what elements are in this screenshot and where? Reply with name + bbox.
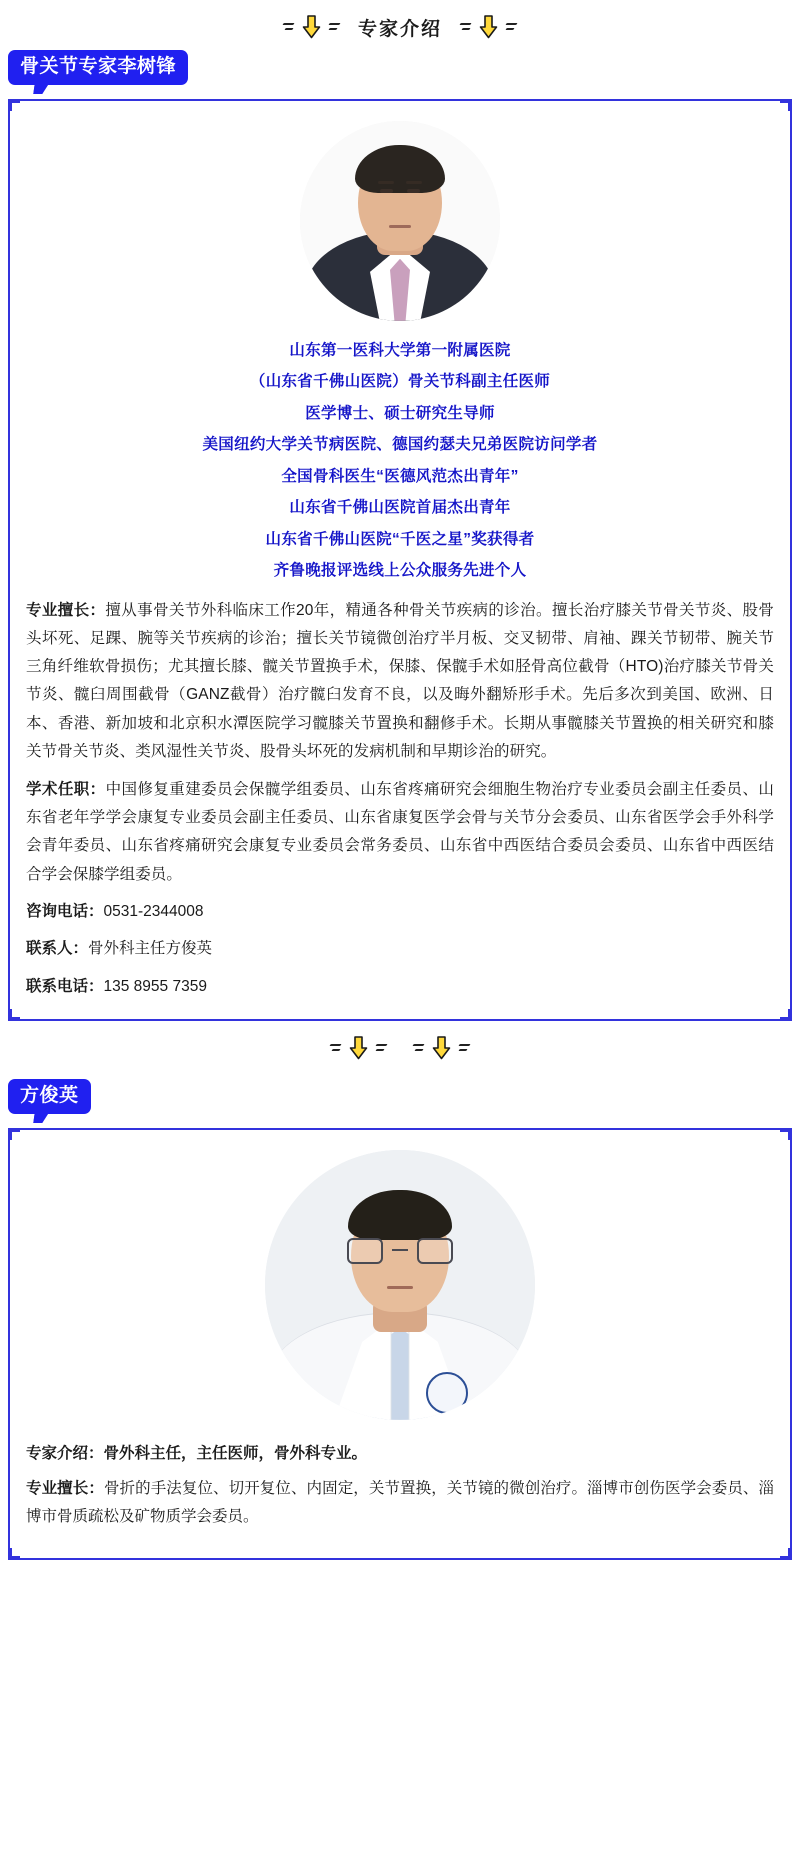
doctor-2-portrait-wrap bbox=[26, 1144, 774, 1434]
doctor-2-name-tag: 方俊英 bbox=[8, 1079, 91, 1114]
contact-label: 咨询电话： bbox=[26, 902, 104, 920]
corner-mark-top-right bbox=[780, 99, 792, 111]
portrait-eyebrow-right bbox=[406, 181, 422, 184]
doctor-1-tag-wrap bbox=[0, 46, 800, 85]
contact-value: 骨外科主任方俊英 bbox=[88, 940, 213, 958]
corner-mark-bottom-left bbox=[8, 1009, 20, 1021]
doctor-1-credential: （山东省千佛山医院）骨关节科副主任医师 bbox=[249, 373, 551, 391]
corner-mark-bottom-right bbox=[780, 1548, 792, 1560]
portrait-glasses-right-lens bbox=[417, 1238, 453, 1264]
contact-label: 联系电话： bbox=[26, 977, 104, 995]
contact-value[interactable]: 135 8955 7359 bbox=[103, 977, 207, 995]
corner-mark-top-left bbox=[8, 99, 20, 111]
speed-lines-icon bbox=[456, 1040, 472, 1056]
portrait-glasses-left-lens bbox=[347, 1238, 383, 1264]
speed-lines-icon bbox=[458, 19, 474, 35]
hospital-badge-icon bbox=[426, 1372, 468, 1414]
doctor-2-intro-paragraph bbox=[26, 1440, 774, 1469]
speed-lines-icon bbox=[411, 1040, 427, 1056]
portrait-eyebrow-left bbox=[378, 181, 394, 184]
doctor-1-card bbox=[8, 99, 792, 1021]
specialty-label: 专业擅长： bbox=[26, 601, 106, 619]
academic-label: 学术任职： bbox=[26, 780, 106, 798]
section-divider bbox=[0, 1021, 800, 1075]
doctor-2-tag-wrap bbox=[0, 1075, 800, 1114]
speed-lines-icon bbox=[326, 19, 342, 35]
doctor-1-credential: 山东第一医科大学第一附属医院 bbox=[289, 341, 511, 359]
portrait-mouth bbox=[387, 1286, 413, 1289]
speed-lines-icon bbox=[281, 19, 297, 35]
doctor-1-credential: 山东省千佛山医院“千医之星”奖获得者 bbox=[265, 530, 535, 548]
specialty-text: 擅从事骨关节外科临床工作20年，精通各种骨关节疾病的诊治。擅长治疗膝关节骨关节炎、股骨头坏死、足踝、腕等关节疾病的诊治；擅长关节镜微创治疗半月板、交叉韧带、肩袖、踝关节韧带、腕关节三角纤维软骨损伤；尤其擅长膝、髋关节置换手术，保膝、保髋手术如胫骨高位截骨（HTO)治疗膝关节骨关节炎、髋臼周围截骨（GANZ截骨）治疗髋臼发育不良，以及晦外翻矫形手术。先后多次到美国、欧洲、日本、香港、新加坡和北京积水潭医院学习髋膝关节置换和翻修手术。长期从事髋膝关节置换的相关研究和膝关节骨关节炎、类风湿性关节炎、股骨头坏死的发病机制和早期诊治的研究。 bbox=[26, 601, 774, 760]
doctor-1-contact-person bbox=[26, 934, 774, 963]
doctor-1-specialty-paragraph bbox=[26, 597, 774, 766]
contact-value[interactable]: 0531-2344008 bbox=[103, 902, 204, 920]
speed-lines-icon bbox=[328, 1040, 344, 1056]
doctor-1-credential: 医学博士、硕士研究生导师 bbox=[305, 404, 495, 422]
doctor-1-portrait-wrap bbox=[26, 115, 774, 335]
doctor-1-credential: 山东省千佛山医院首届杰出青年 bbox=[289, 499, 511, 517]
header-left-decoration bbox=[281, 15, 342, 39]
corner-mark-top-right bbox=[780, 1128, 792, 1140]
speed-lines-icon bbox=[373, 1040, 389, 1056]
divider-decoration-right bbox=[411, 1036, 472, 1060]
portrait-eye-right bbox=[407, 189, 420, 193]
doctor-1-credential: 美国纽约大学关节病医院、德国约瑟夫兄弟医院访问学者 bbox=[202, 436, 598, 454]
intro-text: 骨外科主任，主任医师，骨外科专业。 bbox=[103, 1444, 368, 1462]
academic-text: 中国修复重建委员会保髋学组委员、山东省疼痛研究会细胞生物治疗专业委员会副主任委员、山东省老年学学会康复专业委员会副主任委员、山东省康复医学会骨与关节分会委员、山东省医学会手外科学会青年委员、山东省疼痛研究会康复专业委员会常务委员、山东省中西医结合委员会委员、山东省中西医结合学会保膝学组委员。 bbox=[26, 780, 774, 883]
corner-mark-top-left bbox=[8, 1128, 20, 1140]
page-title: 专家介绍 bbox=[357, 18, 442, 40]
corner-mark-bottom-left bbox=[8, 1548, 20, 1560]
doctor-1-credential: 齐鲁晚报评选线上公众服务先进个人 bbox=[273, 562, 527, 580]
doctor-1-name-tag: 骨关节专家李树锋 bbox=[8, 50, 188, 85]
doctor-2-card bbox=[8, 1128, 792, 1560]
doctor-1-credential: 全国骨科医生“医德风范杰出青年” bbox=[281, 467, 519, 485]
doctor-2-portrait bbox=[265, 1150, 535, 1420]
arrow-down-icon bbox=[302, 15, 321, 39]
card-bottom-spacer bbox=[26, 1532, 774, 1540]
arrow-down-icon bbox=[349, 1036, 368, 1060]
doctor-2-specialty-paragraph bbox=[26, 1475, 774, 1532]
speed-lines-icon bbox=[503, 19, 519, 35]
contact-label: 联系人： bbox=[26, 940, 89, 958]
doctor-1-contact-mobile bbox=[26, 972, 774, 1001]
doctor-1-portrait bbox=[300, 121, 500, 321]
doctor-1-contact-phone bbox=[26, 897, 774, 926]
specialty-text: 骨折的手法复位、切开复位、内固定，关节置换，关节镜的微创治疗。淄博市创伤医学会委员、淄博市骨质疏松及矿物质学会委员。 bbox=[26, 1479, 774, 1526]
arrow-down-icon bbox=[432, 1036, 451, 1060]
arrow-down-icon bbox=[479, 15, 498, 39]
section-header bbox=[0, 0, 800, 46]
specialty-label: 专业擅长： bbox=[26, 1479, 104, 1497]
corner-mark-bottom-right bbox=[780, 1009, 792, 1021]
doctor-1-academic-paragraph bbox=[26, 776, 774, 889]
portrait-mouth bbox=[389, 225, 411, 228]
portrait-glasses-bridge bbox=[392, 1249, 408, 1251]
divider-decoration-left bbox=[328, 1036, 389, 1060]
portrait-eye-left bbox=[380, 189, 393, 193]
header-right-decoration bbox=[458, 15, 519, 39]
intro-label: 专家介绍： bbox=[26, 1444, 104, 1462]
